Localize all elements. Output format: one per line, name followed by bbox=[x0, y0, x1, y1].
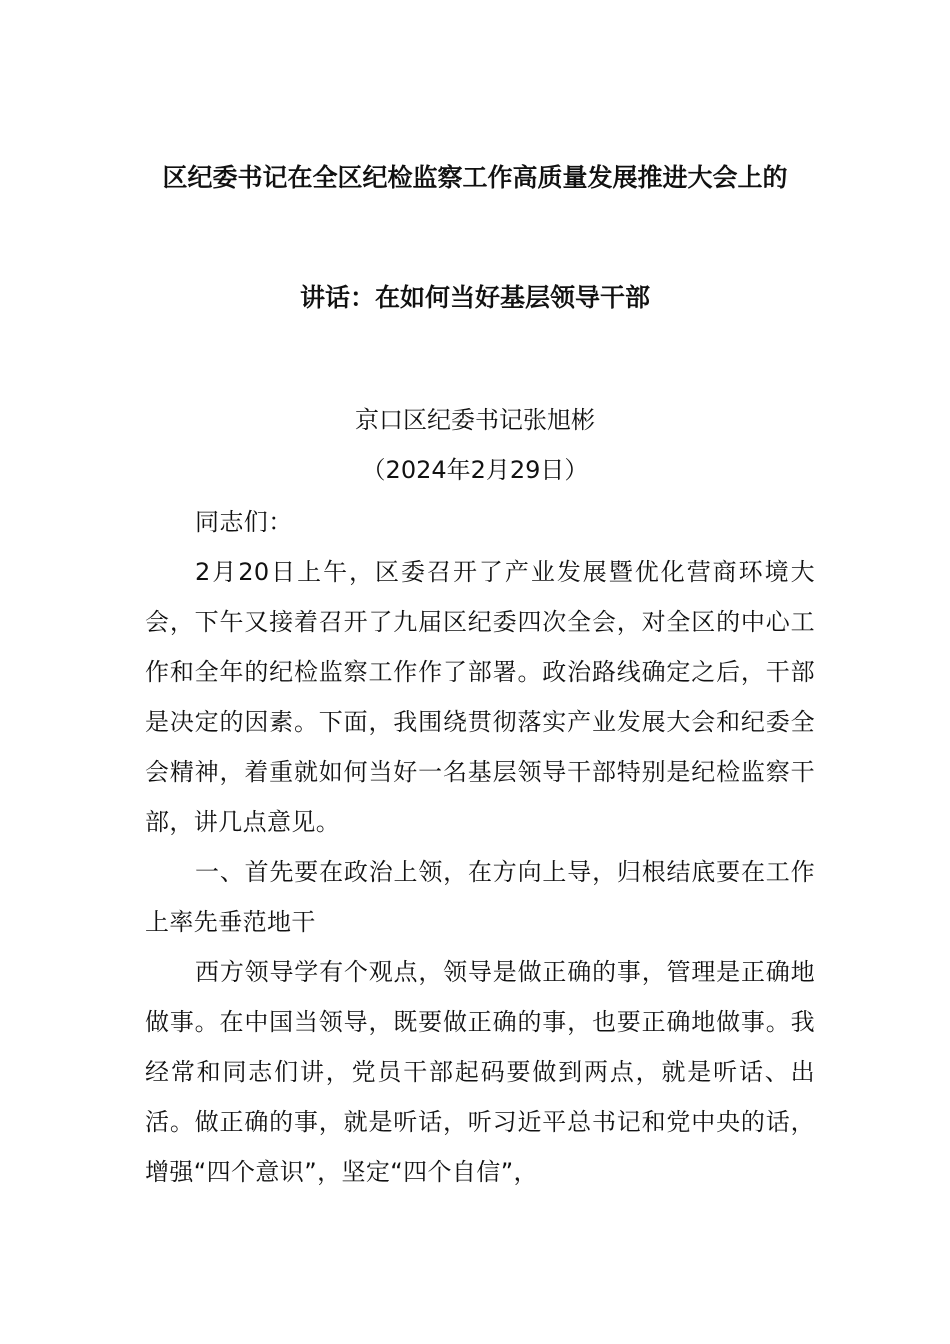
author-line: 京口区纪委书记张旭彬 bbox=[355, 406, 595, 434]
document-title-line-2: 讲话：在如何当好基层领导干部 bbox=[299, 283, 650, 312]
body-paragraph-1: 2月20日上午，区委召开了产业发展暨优化营商环境大会，下午又接着召开了九届区纪委四次全会，对全区的中心工作和全年的纪检监察工作作了部署。政治路线确定之后，干部是决定的因素。下面，我围绕贯彻落实产业发展大会和纪委全会精神，着重就如何当好一名基层领导干部特别是纪检监察干部，讲几点意见。 bbox=[145, 558, 815, 836]
document-title-line-1: 区纪委书记在全区纪检监察工作高质量发展推进大会上的 bbox=[162, 163, 788, 192]
body-paragraphs bbox=[145, 547, 815, 1197]
section-heading-1: 一、首先要在政治上领，在方向上导，归根结底要在工作上率先垂范地干 bbox=[145, 858, 815, 936]
date-line: （2024年2月29日） bbox=[361, 456, 589, 484]
salutation bbox=[145, 497, 815, 547]
salutation-text: 同志们： bbox=[195, 508, 293, 536]
body-paragraph-2: 西方领导学有个观点，领导是做正确的事，管理是正确地做事。在中国当领导，既要做正确的事，也要正确地做事。我经常和同志们讲，党员干部起码要做到两点，就是听话、出活。做正确的事，就是听话，听习近平总书记和党中央的话，增强“四个意识”，坚定“四个自信”， bbox=[145, 958, 815, 1186]
